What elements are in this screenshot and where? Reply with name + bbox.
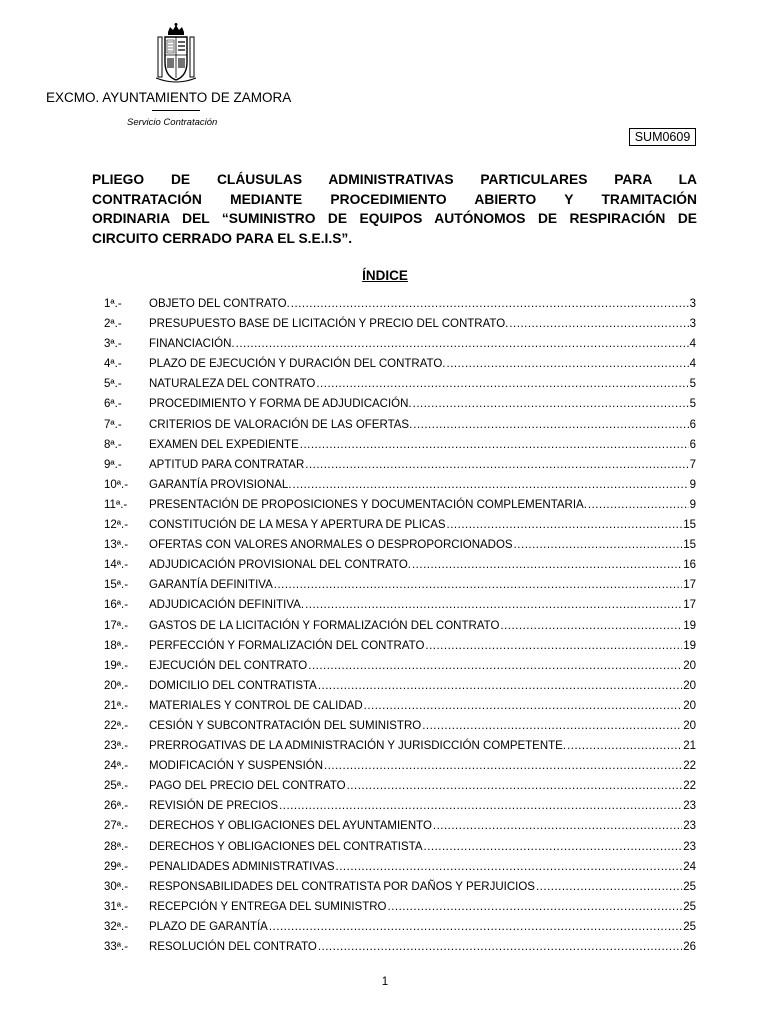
toc-leader-dots — [588, 499, 689, 511]
toc-leader-dots — [347, 780, 683, 792]
toc-entry-page: 20 — [683, 679, 696, 692]
toc-entry-number: 22ª.- — [104, 719, 129, 732]
toc-entry[interactable] — [104, 881, 696, 901]
toc-leader-dots — [424, 841, 683, 853]
toc-entry-number: 9ª.- — [104, 458, 122, 471]
toc-entry-page: 23 — [683, 800, 696, 813]
toc-entry[interactable] — [104, 419, 696, 439]
toc-entry[interactable] — [104, 519, 696, 539]
toc-entry[interactable] — [104, 398, 696, 418]
toc-entry-title: FINANCIACIÓN. — [149, 338, 235, 351]
toc-entry-page: 16 — [683, 559, 696, 572]
toc-entry-title: OFERTAS CON VALORES ANORMALES O DESPROPORCIONADOS — [149, 539, 513, 552]
toc-entry-page: 24 — [683, 860, 696, 873]
toc-entry-page: 22 — [683, 760, 696, 773]
toc-leader-dots — [318, 941, 682, 953]
toc-entry[interactable] — [104, 640, 696, 660]
title-line: CIRCUITO CERRADO PARA EL S.E.I.S”. — [92, 230, 353, 246]
toc-entry-title: CESIÓN Y SUBCONTRATACIÓN DEL SUMINISTRO — [149, 719, 422, 732]
toc-entry-title: PRESENTACIÓN DE PROPOSICIONES Y DOCUMENTACIÓN COMPLEMENTARIA. — [149, 498, 587, 511]
toc-entry-page: 3 — [689, 318, 696, 331]
toc-entry[interactable] — [104, 660, 696, 680]
toc-entry-number: 6ª.- — [104, 398, 122, 411]
toc-entry-page: 23 — [683, 820, 696, 833]
toc-entry-number: 14ª.- — [104, 559, 129, 572]
toc-leader-dots — [422, 720, 682, 732]
toc-entry-page: 20 — [683, 659, 696, 672]
toc-entry[interactable] — [104, 439, 696, 459]
toc-entry-number: 30ª.- — [104, 880, 129, 893]
toc-entry-title: OBJETO DEL CONTRATO. — [149, 298, 290, 310]
toc-entry-title: PLAZO DE EJECUCIÓN Y DURACIÓN DEL CONTRATO. — [149, 358, 446, 371]
toc-entry-title: GASTOS DE LA LICITACIÓN Y FORMALIZACIÓN DEL CONTRATO — [149, 619, 500, 632]
title-line: CONTRATACIÓN MEDIANTE PROCEDIMIENTO ABIERTO Y TRAMITACIÓN — [92, 191, 697, 207]
toc-entry-title: ADJUDICACIÓN DEFINITIVA. — [149, 599, 305, 612]
toc-entry-title: PROCEDIMIENTO Y FORMA DE ADJUDICACIÓN. — [149, 398, 412, 411]
toc-entry[interactable] — [104, 620, 696, 640]
toc-entry-page: 5 — [689, 378, 696, 391]
coat-of-arms-icon — [155, 22, 197, 84]
toc-entry-number: 32ª.- — [104, 920, 129, 933]
toc-entry[interactable] — [104, 941, 696, 961]
toc-entry-page: 9 — [689, 478, 696, 491]
toc-entry[interactable] — [104, 298, 696, 318]
toc-leader-dots — [300, 439, 689, 451]
toc-entry-title: CONSTITUCIÓN DE LA MESA Y APERTURA DE PLICAS — [149, 519, 446, 532]
toc-entry-title: PLAZO DE GARANTÍA — [149, 920, 268, 933]
toc-entry[interactable] — [104, 579, 696, 599]
toc-leader-dots — [536, 881, 682, 893]
toc-entry-title: MODIFICACIÓN Y SUSPENSIÓN — [149, 760, 324, 773]
toc-entry-number: 11ª.- — [104, 498, 128, 511]
toc-entry-page: 25 — [683, 900, 696, 913]
toc-leader-dots — [305, 599, 682, 611]
toc-entry[interactable] — [104, 599, 696, 619]
toc-leader-dots — [447, 358, 689, 370]
toc-entry-number: 31ª.- — [104, 900, 129, 913]
toc-leader-dots — [447, 519, 683, 531]
toc-entry-page: 22 — [683, 780, 696, 793]
toc-entry-number: 25ª.- — [104, 780, 129, 793]
toc-leader-dots — [412, 559, 682, 571]
toc-leader-dots — [567, 740, 682, 752]
toc-leader-dots — [291, 298, 689, 310]
toc-entry-page: 6 — [689, 418, 696, 431]
toc-entry-title: PAGO DEL PRECIO DEL CONTRATO — [149, 780, 346, 793]
toc-entry-title: PENALIDADES ADMINISTRATIVAS — [149, 860, 335, 873]
toc-leader-dots — [293, 479, 689, 491]
toc-entry-number: 21ª.- — [104, 699, 129, 712]
reference-code: SUM0609 — [629, 128, 696, 146]
toc-entry-number: 1ª.- — [104, 298, 122, 310]
toc-entry-number: 16ª.- — [104, 599, 129, 612]
toc-entry[interactable] — [104, 338, 696, 358]
toc-entry-title: EJECUCIÓN DEL CONTRATO — [149, 659, 308, 672]
toc-entry[interactable] — [104, 539, 696, 559]
toc-entry-number: 20ª.- — [104, 679, 129, 692]
toc-entry[interactable] — [104, 820, 696, 840]
toc-leader-dots — [308, 660, 682, 672]
toc-entry-number: 4ª.- — [104, 358, 122, 371]
toc-entry[interactable] — [104, 499, 696, 519]
toc-entry-title: CRITERIOS DE VALORACIÓN DE LAS OFERTAS. — [149, 418, 413, 431]
toc-entry-number: 8ª.- — [104, 438, 122, 451]
toc-leader-dots — [236, 338, 689, 350]
organization-underline — [152, 110, 200, 111]
toc-entry[interactable] — [104, 318, 696, 338]
toc-leader-dots — [364, 700, 683, 712]
toc-entry-page: 25 — [683, 880, 696, 893]
toc-entry[interactable] — [104, 700, 696, 720]
toc-leader-dots — [318, 680, 682, 692]
toc-entry-page: 26 — [683, 941, 696, 953]
toc-entry-number: 5ª.- — [104, 378, 122, 391]
toc-entry-title: PRERROGATIVAS DE LA ADMINISTRACIÓN Y JURISDICCIÓN COMPETENTE. — [149, 740, 567, 753]
toc-entry-title: PRESUPUESTO BASE DE LICITACIÓN Y PRECIO DEL CONTRATO. — [149, 318, 509, 331]
toc-entry-page: 9 — [689, 498, 696, 511]
toc-entry-number: 23ª.- — [104, 740, 129, 753]
toc-entry-number: 2ª.- — [104, 318, 122, 331]
toc-leader-dots — [413, 419, 688, 431]
toc-entry[interactable] — [104, 720, 696, 740]
toc-entry-title: GARANTÍA DEFINITIVA — [149, 579, 273, 592]
toc-leader-dots — [509, 318, 688, 330]
toc-entry-number: 17ª.- — [104, 619, 129, 632]
toc-leader-dots — [413, 398, 689, 410]
toc-leader-dots — [433, 820, 682, 832]
toc-entry[interactable] — [104, 841, 696, 861]
toc-leader-dots — [324, 760, 682, 772]
toc-entry-page: 5 — [689, 398, 696, 411]
toc-entry[interactable] — [104, 800, 696, 820]
toc-entry-number: 3ª.- — [104, 338, 122, 351]
toc-entry-number: 28ª.- — [104, 840, 129, 853]
toc-entry-title: APTITUD PARA CONTRATAR — [149, 458, 305, 471]
toc-entry-title: DERECHOS Y OBLIGACIONES DEL AYUNTAMIENTO — [149, 820, 432, 833]
toc-entry-page: 15 — [683, 519, 696, 532]
toc-entry-number: 15ª.- — [104, 579, 129, 592]
toc-entry-number: 24ª.- — [104, 760, 129, 773]
toc-leader-dots — [388, 901, 683, 913]
toc-entry-title: EXAMEN DEL EXPEDIENTE — [149, 438, 299, 451]
toc-entry-title: RECEPCIÓN Y ENTREGA DEL SUMINISTRO — [149, 900, 387, 913]
toc-entry-page: 20 — [683, 719, 696, 732]
toc-entry-title: MATERIALES Y CONTROL DE CALIDAD — [149, 699, 363, 712]
toc-leader-dots — [279, 800, 682, 812]
toc-entry-page: 17 — [683, 579, 696, 592]
organization-name: EXCMO. AYUNTAMIENTO DE ZAMORA — [46, 90, 292, 105]
toc-entry-title: GARANTÍA PROVISIONAL. — [149, 478, 292, 491]
toc-entry-number: 7ª.- — [104, 418, 122, 431]
toc-entry-number: 18ª.- — [104, 639, 129, 652]
toc-entry-number: 26ª.- — [104, 800, 129, 813]
page-number: 1 — [381, 976, 389, 988]
toc-entry-page: 4 — [689, 358, 696, 371]
toc-leader-dots — [336, 861, 683, 873]
toc-entry[interactable] — [104, 479, 696, 499]
service-name: Servicio Contratación — [127, 117, 218, 128]
toc-entry-page: 19 — [683, 639, 696, 652]
toc-leader-dots — [305, 459, 688, 471]
toc-leader-dots — [316, 378, 688, 390]
toc-entry-number: 13ª.- — [104, 539, 129, 552]
table-of-contents — [104, 298, 696, 961]
toc-entry-title: DERECHOS Y OBLIGACIONES DEL CONTRATISTA — [149, 840, 423, 853]
toc-entry-title: RESOLUCIÓN DEL CONTRATO — [149, 941, 317, 953]
toc-leader-dots — [274, 579, 682, 591]
toc-entry-page: 25 — [683, 920, 696, 933]
toc-entry-page: 23 — [683, 840, 696, 853]
toc-entry-title: REVISIÓN DE PRECIOS — [149, 800, 279, 813]
toc-leader-dots — [425, 640, 682, 652]
index-heading: ÍNDICE — [362, 268, 408, 283]
toc-leader-dots — [269, 921, 682, 933]
toc-entry-page: 7 — [689, 458, 696, 471]
toc-entry[interactable] — [104, 459, 696, 479]
toc-entry-page: 3 — [689, 298, 696, 310]
toc-entry-number: 19ª.- — [104, 659, 129, 672]
toc-entry-page: 4 — [689, 338, 696, 351]
toc-entry-page: 15 — [683, 539, 696, 552]
toc-entry[interactable] — [104, 559, 696, 579]
toc-entry-page: 20 — [683, 699, 696, 712]
toc-entry-page: 17 — [683, 599, 696, 612]
toc-entry-page: 6 — [689, 438, 696, 451]
toc-entry[interactable] — [104, 358, 696, 378]
toc-entry[interactable] — [104, 861, 696, 881]
toc-entry-page: 21 — [683, 740, 696, 753]
toc-entry[interactable] — [104, 680, 696, 700]
toc-entry-title: NATURALEZA DEL CONTRATO — [149, 378, 316, 391]
toc-entry[interactable] — [104, 780, 696, 800]
toc-entry-title: ADJUDICACIÓN PROVISIONAL DEL CONTRATO. — [149, 559, 411, 572]
toc-leader-dots — [514, 539, 683, 551]
toc-entry-title: RESPONSABILIDADES DEL CONTRATISTA POR DAÑOS Y PERJUICIOS — [149, 880, 535, 893]
toc-entry-number: 10ª.- — [104, 478, 129, 491]
toc-entry-page: 19 — [683, 619, 696, 632]
toc-entry[interactable] — [104, 921, 696, 941]
toc-entry-title: PERFECCIÓN Y FORMALIZACIÓN DEL CONTRATO — [149, 639, 425, 652]
toc-leader-dots — [500, 620, 682, 632]
toc-entry[interactable] — [104, 901, 696, 921]
toc-entry-number: 27ª.- — [104, 820, 129, 833]
toc-entry[interactable] — [104, 740, 696, 760]
title-line: PLIEGO DE CLÁUSULAS ADMINISTRATIVAS PARTICULARES PARA LA — [92, 172, 697, 187]
toc-entry[interactable] — [104, 378, 696, 398]
toc-entry-title: DOMICILIO DEL CONTRATISTA — [149, 679, 317, 692]
document-title — [92, 170, 697, 248]
toc-entry-number: 33ª.- — [104, 941, 129, 953]
title-line: ORDINARIA DEL “SUMINISTRO DE EQUIPOS AUTÓNOMOS DE RESPIRACIÓN DE — [92, 211, 697, 226]
toc-entry-number: 12ª.- — [104, 519, 129, 532]
toc-entry-number: 29ª.- — [104, 860, 129, 873]
toc-entry[interactable] — [104, 760, 696, 780]
